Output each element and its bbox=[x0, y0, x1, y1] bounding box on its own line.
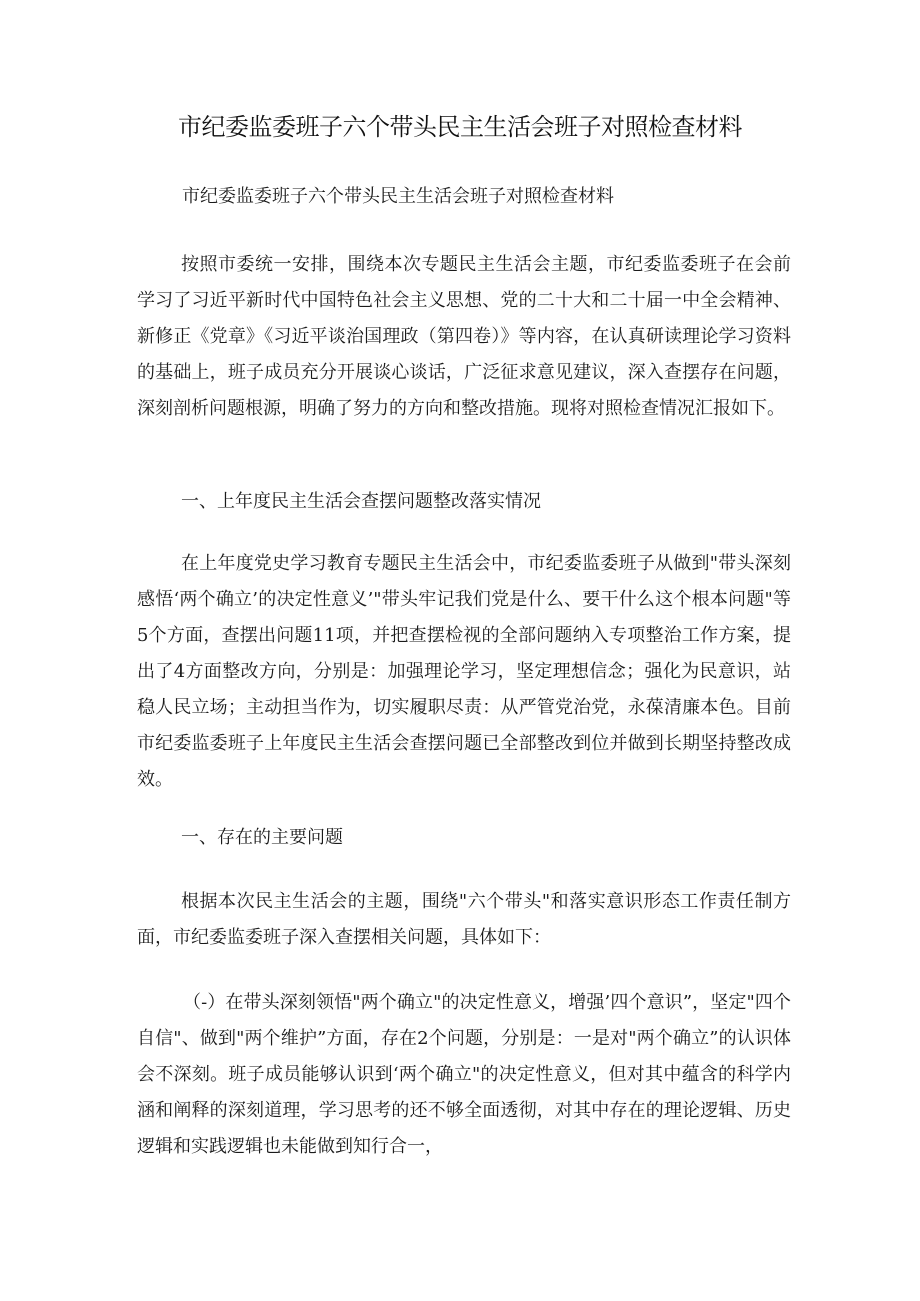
paragraph-problem-one: （-）在带头深刻领悟"两个确立"的决定性意义，增强’四个意识”，坚定"四个自信"、做到"两个维护”方面，存在2个问题，分别是：一是对"两个确立”的认识体会不深刻。班子成员能够认识到‘两个确立"的决定性意义，但对其中蕴含的科学内涵和阐释的深刻道理，学习思考的还不够全面透彻，对其中存在的理论逻辑、历史逻辑和实践逻辑也未能做到知行合一， bbox=[137, 992, 791, 1157]
paragraph-intro: 按照市委统一安排，围绕本次专题民主生活会主题，市纪委监委班子在会前学习了习近平新时代中国特色社会主义思想、党的二十大和二十届一中全会精神、新修正《党章》《习近平谈治国理政（第四卷）》等内容，在认真研读理论学习资料的基础上，班子成员充分开展谈心谈话，广泛征求意见建议，深入查摆存在问题，深刻剖析问题根源，明确了努力的方向和整改措施。现将对照检查情况汇报如下。 bbox=[137, 254, 791, 419]
document-title: 市纪委监委班子六个带头民主生活会班子对照检查材料 bbox=[178, 113, 742, 141]
paragraph-problems-intro: 根据本次民主生活会的主题，围绕"六个带头"和落实意识形态工作责任制方面，市纪委监委班子深入查摆相关问题，具体如下： bbox=[137, 891, 791, 948]
paragraph-rectification: 在上年度党史学习教育专题民主生活会中，市纪委监委班子从做到"带头深刻感悟‘两个确立’的决定性意义’"带头牢记我们党是什么、要干什么这个根本问题"等5个方面，查摆出问题11项，并把查摆检视的全部问题纳入专项整治工作方案，提出了4方面整改方向，分别是：加强理论学习，坚定理想信念；强化为民意识，站稳人民立场；主动担当作为，切实履职尽责：从严管党治党，永葆清廉本色。目前市纪委监委班子上年度民主生活会查摆问题已全部整改到位并做到长期坚持整改成效。 bbox=[137, 553, 791, 790]
section-heading-rectification: 一、上年度民主生活会查摆问题整改落实情况 bbox=[181, 491, 541, 512]
document-subtitle: 市纪委监委班子六个带头民主生活会班子对照检查材料 bbox=[182, 186, 614, 207]
section-heading-problems: 一、存在的主要问题 bbox=[181, 827, 343, 848]
